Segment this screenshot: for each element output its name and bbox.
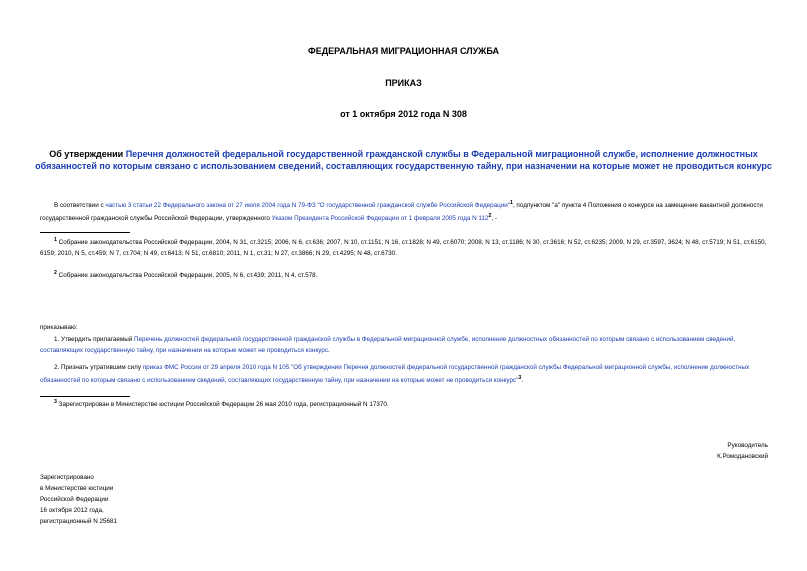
registration-line-3: Российской Федерации: [40, 496, 109, 503]
preamble-text-2: , подпунктом "а" пункта 4 Положения о конкурсе на замещение вакантной должности государственной гражданской службы Российской Федерации, утвержденного: [40, 202, 763, 223]
document-type: ПРИКАЗ: [385, 78, 422, 88]
title-prefix: Об утверждении: [49, 149, 126, 159]
signatory-position: Руководитель: [727, 442, 768, 449]
positions-list-link[interactable]: Перечень должностей федеральной государственной гражданской службы в Федеральной миграционной службе, исполнение должностных обязанностей по которым связано с использованием сведений, составляющих государственную тайну, при назначении на которые может не проводиться конкурс: [40, 336, 736, 354]
law-79-fz-link[interactable]: частью 3 статьи 22 Федерального закона от 27 июля 2004 года N 79-ФЗ "О государственной гражданской службе Российской Федерации": [105, 202, 511, 210]
registration-line-1: Зарегистрировано: [40, 474, 94, 481]
item-1-end: .: [328, 347, 330, 354]
footnote-1: [40, 235, 768, 259]
registration-line-2: в Министерстве юстиции: [40, 485, 114, 492]
decree-word: приказываю:: [40, 324, 78, 331]
registration-line-5: регистрационный N 25681: [40, 518, 118, 525]
signature-block: [600, 440, 768, 462]
order-105-link[interactable]: приказ ФМС России от 29 апреля 2010 года N 105 "Об утверждении Перечня должностей федеральной государственной гражданской службы Федеральной миграционной службы, исполнение должностных обязанностей по которым связано с использованием сведений, составляющих государственную тайну, при назначении на которые может не проводиться конкурс": [40, 364, 750, 385]
item-1-text: 1. Утвердить прилагаемый: [54, 336, 135, 343]
preamble-text-1: В соответствии с: [54, 202, 106, 210]
decree-112-link[interactable]: Указом Президента Российской Федерации от 1 февраля 2005 года N 112: [271, 215, 489, 223]
footnote-1-text: Собрание законодательства Российской Федерации, 2004, N 31, ст.3215; 2006, N 6, ст.636; 2007, N 10, ст.1151; N 16, ст.1828; N 49, ст.6070; 2008, N 13, ст.1186; N 30, ст.3616; N 52, ст.6235; 2009, N 29, ст.3597, 3624; N 48, ст.5719; N 51, ст.6150, 6159; 2010, N 5, ст.459; N 7, ст.704; N 49, ст.6413; N 51, ст.6810; 2011, N 1, ст.31; N 27, ст.3866; N 29, ст.4295; N 48, ст.6730.: [40, 239, 767, 258]
footnote-divider: [40, 232, 130, 233]
item-2-paragraph: [40, 362, 768, 386]
item-2-end: .: [521, 377, 524, 385]
item-2-text: 2. Признать утратившим силу: [54, 364, 143, 371]
signatory-name: К.Ромодановский: [717, 453, 768, 460]
title-link[interactable]: Перечня должностей федеральной государственной гражданской службы в Федеральной миграционной службе, исполнение должностных обязанностей по которым связано с использованием сведений, составляющих государственную тайну, при назначении на которые может не проводиться конкурс: [35, 149, 772, 171]
footnote-1-mark: 1: [54, 237, 57, 243]
footnote-2-mark: 2: [54, 270, 57, 276]
item-1-paragraph: [40, 334, 768, 356]
footnote-ref-3[interactable]: 3: [518, 375, 522, 381]
footnote-3-mark: 3: [54, 399, 57, 405]
registration-block: [40, 472, 117, 527]
footnote-3: [54, 397, 754, 410]
preamble-text-3: , -: [491, 215, 497, 223]
document-date: от 1 октября 2012 года N 308: [340, 109, 467, 119]
footnote-ref-1[interactable]: 1: [510, 200, 513, 206]
preamble-paragraph: [40, 198, 768, 224]
document-title: [30, 148, 777, 172]
footnote-2-text: Собрание законодательства Российской Федерации, 2005, N 6, ст.439; 2011, N 4, ст.578.: [56, 272, 318, 280]
footnote-3-text: Зарегистрирован в Министерстве юстиции Российской Федерации 26 мая 2010 года, регистрационный N 17370.: [56, 401, 389, 409]
registration-line-4: 16 октября 2012 года,: [40, 507, 104, 514]
agency-name: ФЕДЕРАЛЬНАЯ МИГРАЦИОННАЯ СЛУЖБА: [308, 46, 499, 56]
footnote-ref-2[interactable]: 2: [488, 213, 492, 220]
footnote-2: [54, 268, 754, 281]
